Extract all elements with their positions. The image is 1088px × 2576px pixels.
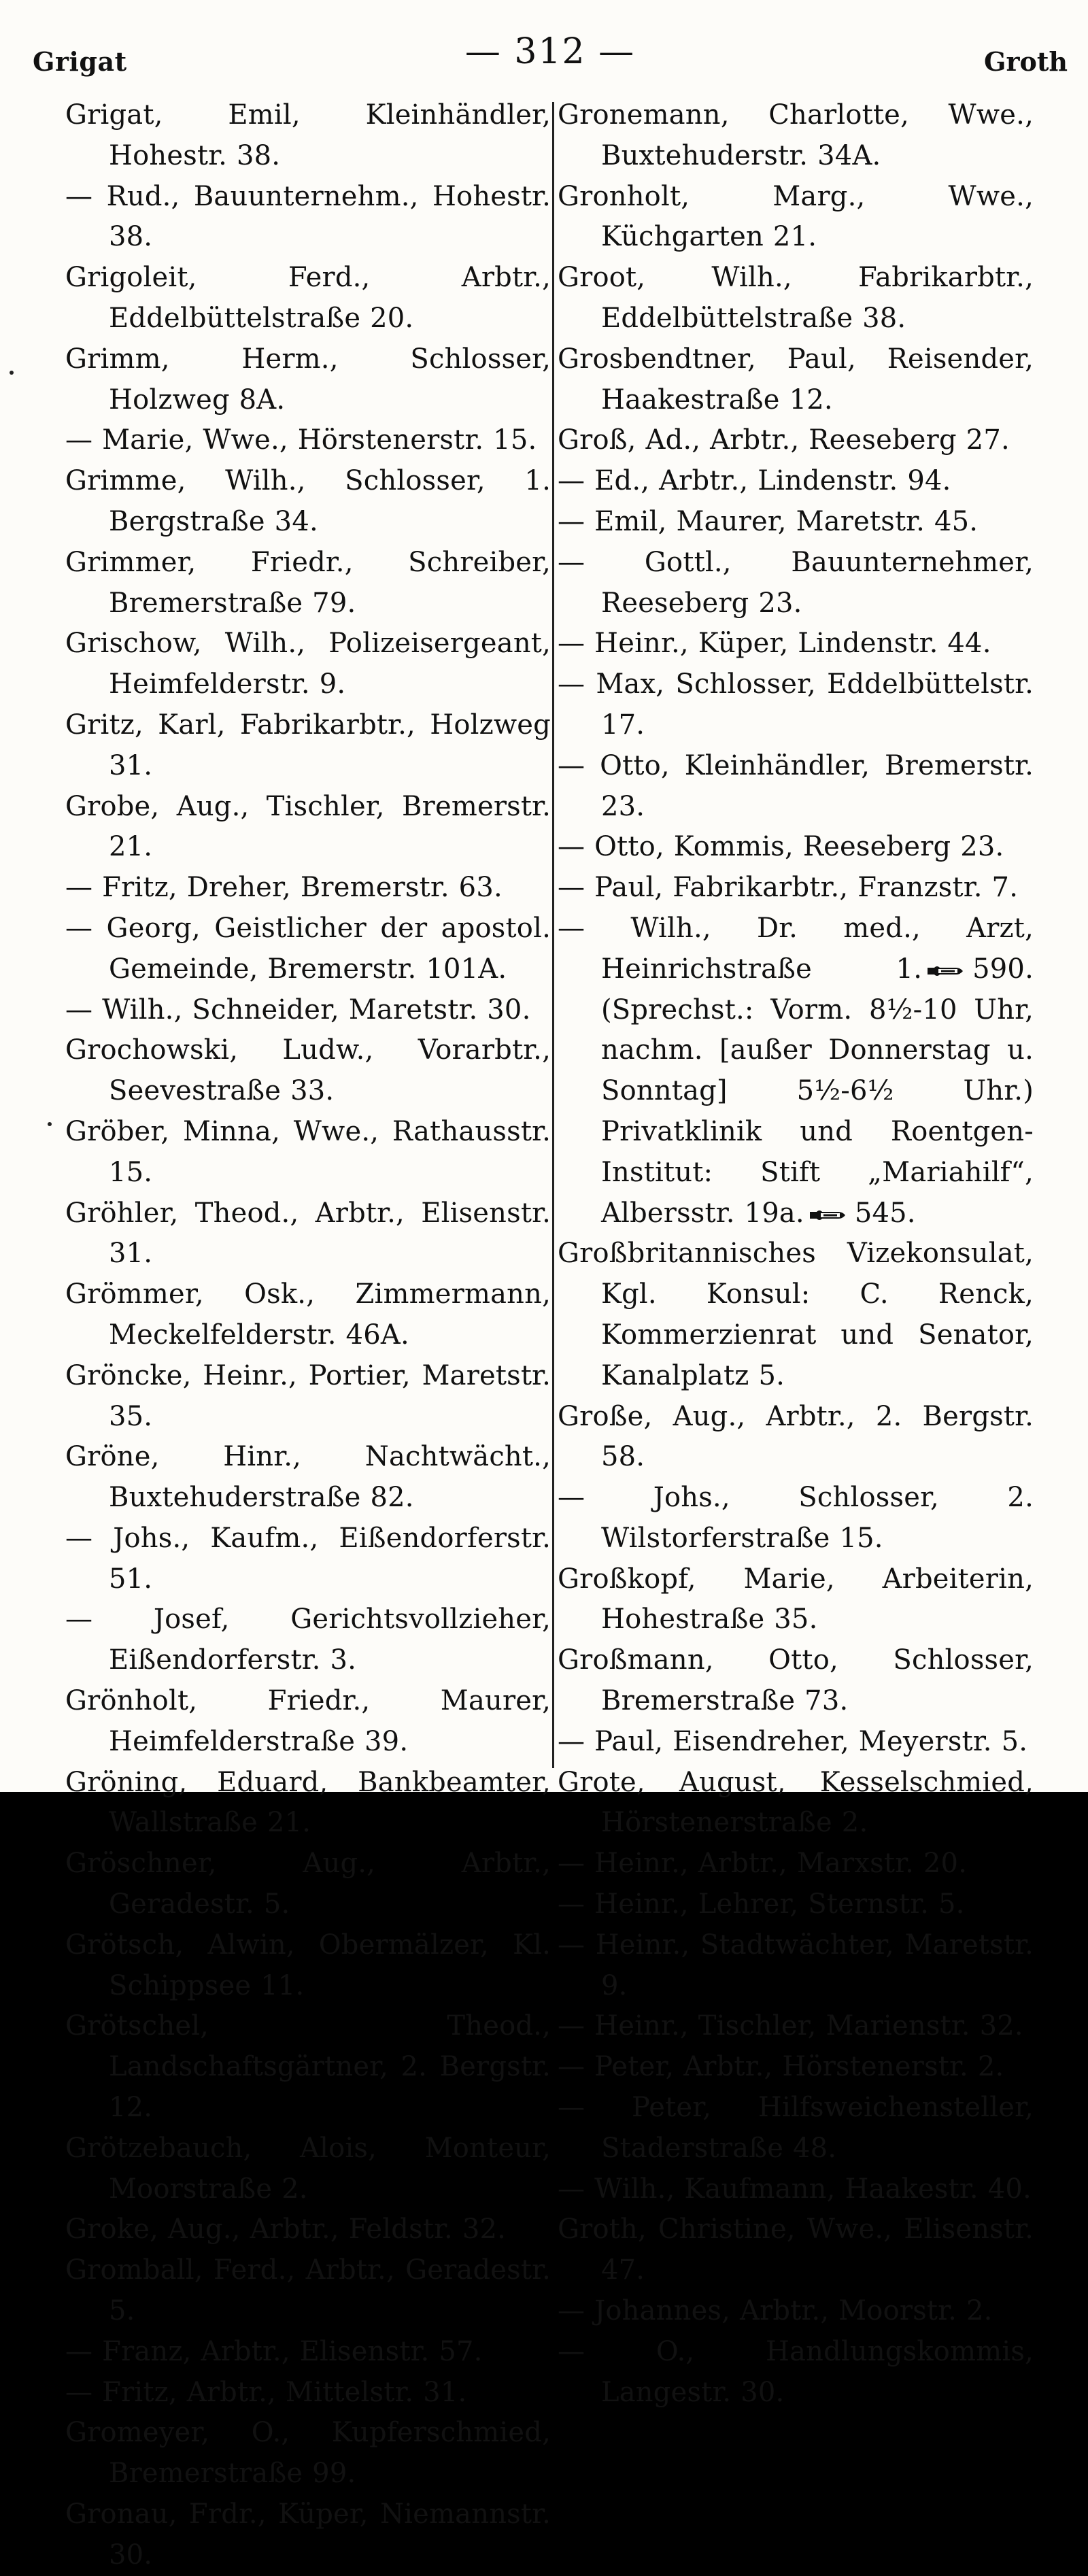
left-column bbox=[65, 95, 551, 2571]
directory-entry-with-phones bbox=[558, 909, 1034, 1234]
directory-entry: — Marie, Wwe., Hörstenerstr. 15. bbox=[65, 424, 537, 456]
directory-entry: — O., Handlungskommis, Langestr. 30. bbox=[558, 2335, 1034, 2408]
print-speck bbox=[10, 371, 14, 375]
directory-entry: Grote, August, Kesselschmied, Hörstenerstraße 2. bbox=[558, 1766, 1034, 1839]
directory-entry: — Franz, Arbtr., Elisenstr. 57. bbox=[65, 2335, 483, 2367]
directory-entry: Gröncke, Heinr., Portier, Maretstr. 35. bbox=[65, 1359, 551, 1432]
directory-entry: Grochowski, Ludw., Vorarbtr., Seevestraße 33. bbox=[65, 1034, 551, 1107]
directory-entry: — Paul, Fabrikarbtr., Franzstr. 7. bbox=[558, 872, 1019, 904]
directory-entry: Gromeyer, O., Kupferschmied, Bremerstraße 99. bbox=[65, 2417, 551, 2490]
directory-entry: Grosbendtner, Paul, Reisender, Haakestraße 12. bbox=[558, 343, 1034, 416]
directory-entry: Großmann, Otto, Schlosser, Bremerstraße 73. bbox=[558, 1644, 1034, 1717]
directory-entry: Groß, Ad., Arbtr., Reeseberg 27. bbox=[558, 424, 1010, 456]
directory-entry: — Wilh., Kaufmann, Haakestr. 40. bbox=[558, 2173, 1032, 2205]
phone-number: 545. bbox=[854, 1197, 916, 1229]
directory-entry: Gronau, Frdr., Küper, Niemannstr. 30. bbox=[65, 2498, 551, 2571]
telephone-icon bbox=[807, 1208, 851, 1223]
directory-entry: Groot, Wilh., Fabrikarbtr., Eddelbüttelstraße 38. bbox=[558, 262, 1034, 334]
directory-entry: Großbritannisches Vizekonsulat, Kgl. Konsul: C. Renck, Kommerzienrat und Senator, Kanalplatz 5. bbox=[558, 1238, 1034, 1391]
directory-entry: Gronemann, Charlotte, Wwe., Buxtehuderstr. 34A. bbox=[558, 99, 1034, 171]
directory-entry: Gritz, Karl, Fabrikarbtr., Holzweg 31. bbox=[65, 709, 551, 781]
directory-entry: Groth, Christine, Wwe., Elisenstr. 47. bbox=[558, 2214, 1034, 2286]
directory-entry: — Paul, Eisendreher, Meyerstr. 5. bbox=[558, 1725, 1028, 1757]
directory-entry: — Rud., Bauunternehm., Hohestr. 38. bbox=[65, 180, 551, 253]
print-speck bbox=[48, 1122, 52, 1126]
directory-entry: Gröne, Hinr., Nachtwächt., Buxtehuderstraße 82. bbox=[65, 1441, 551, 1514]
directory-entry: Grobe, Aug., Tischler, Bremerstr. 21. bbox=[65, 790, 551, 863]
directory-entry: Große, Aug., Arbtr., 2. Bergstr. 58. bbox=[558, 1400, 1034, 1473]
directory-entry: — Max, Schlosser, Eddelbüttelstr. 17. bbox=[558, 668, 1034, 741]
directory-entry: — Fritz, Arbtr., Mittelstr. 31. bbox=[65, 2376, 467, 2408]
directory-entry: — Otto, Kleinhändler, Bremerstr. 23. bbox=[558, 749, 1034, 822]
directory-entry: Gröning, Eduard, Bankbeamter, Wallstraße 21. bbox=[65, 1766, 551, 1839]
directory-entry: — Ed., Arbtr., Lindenstr. 94. bbox=[558, 465, 951, 497]
header-right-keyword: Groth bbox=[984, 46, 1068, 77]
directory-entry: — Otto, Kommis, Reeseberg 23. bbox=[558, 831, 1004, 863]
directory-entry: Grötzebauch, Alois, Monteur, Moorstraße 2. bbox=[65, 2132, 551, 2205]
column-divider bbox=[552, 102, 554, 1768]
directory-entry: — Heinr., Lehrer, Sternstr. 5. bbox=[558, 1888, 965, 1920]
header-left-keyword: Grigat bbox=[33, 46, 127, 77]
directory-entry: — Georg, Geistlicher der apostol. Gemeinde, Bremerstr. 101A. bbox=[65, 912, 551, 985]
directory-entry: — Wilh., Schneider, Maretstr. 30. bbox=[65, 994, 531, 1026]
directory-entry: Grötschel, Theod., Landschaftsgärtner, 2. Bergstr. 12. bbox=[65, 2010, 551, 2124]
entry-text: (Sprechst.: Vorm. 8½-10 Uhr, nachm. [außer Donnerstag u. Sonntag] 5½-6½ Uhr.) Privatklinik und Roentgen-Institut: Stift „Mariahilf“, Albersstr. 19a. bbox=[601, 994, 1034, 1229]
directory-entry: Groke, Aug., Arbtr., Feldstr. 32. bbox=[65, 2214, 507, 2245]
directory-entry: Grigoleit, Ferd., Arbtr., Eddelbüttelstraße 20. bbox=[65, 262, 551, 334]
telephone-icon bbox=[925, 964, 968, 979]
right-column bbox=[558, 95, 1034, 2408]
directory-entry: Großkopf, Marie, Arbeiterin, Hohestraße 35. bbox=[558, 1563, 1034, 1636]
directory-entry: — Heinr., Stadtwächter, Maretstr. 9. bbox=[558, 1929, 1034, 2001]
page-number: — 312 — bbox=[464, 31, 636, 72]
directory-entry: Grischow, Wilh., Polizeisergeant, Heimfelderstr. 9. bbox=[65, 628, 551, 700]
directory-entry: — Gottl., Bauunternehmer, Reeseberg 23. bbox=[558, 546, 1034, 619]
directory-entry: — Heinr., Arbtr., Marxstr. 20. bbox=[558, 1848, 968, 1880]
directory-entry: — Johannes, Arbtr., Moorstr. 2. bbox=[558, 2295, 993, 2327]
directory-entry: Grötsch, Alwin, Obermälzer, Kl. Schippsee 11. bbox=[65, 1929, 551, 2001]
directory-entry: — Johs., Kaufm., Eißendorferstr. 51. bbox=[65, 1522, 551, 1595]
directory-entry: Grimm, Herm., Schlosser, Holzweg 8A. bbox=[65, 343, 551, 416]
phone-number: 590. bbox=[972, 953, 1034, 985]
directory-entry: — Emil, Maurer, Maretstr. 45. bbox=[558, 505, 979, 537]
directory-entry: Grigat, Emil, Kleinhändler, Hohestr. 38. bbox=[65, 99, 551, 171]
directory-entry: Gronholt, Marg., Wwe., Küchgarten 21. bbox=[558, 180, 1034, 253]
directory-entry: Gromball, Ferd., Arbtr., Geradestr. 5. bbox=[65, 2254, 551, 2327]
directory-entry: — Peter, Hilfsweichensteller, Staderstraße 48. bbox=[558, 2092, 1034, 2164]
page-header bbox=[33, 27, 1068, 82]
directory-entry: Gröhler, Theod., Arbtr., Elisenstr. 31. bbox=[65, 1197, 551, 1270]
directory-entry: Gröber, Minna, Wwe., Rathausstr. 15. bbox=[65, 1115, 551, 1188]
directory-entry: — Fritz, Dreher, Bremerstr. 63. bbox=[65, 872, 503, 904]
directory-entry: — Josef, Gerichtsvollzieher, Eißendorferstr. 3. bbox=[65, 1604, 551, 1676]
entry-text: — Wilh., Dr. med., Arzt, Heinrichstraße 1. bbox=[558, 912, 1034, 985]
directory-entry: — Johs., Schlosser, 2. Wilstorferstraße 15. bbox=[558, 1482, 1034, 1554]
directory-entry: Grimmer, Friedr., Schreiber, Bremerstraße 79. bbox=[65, 546, 551, 619]
directory-entry: — Heinr., Küper, Lindenstr. 44. bbox=[558, 628, 991, 660]
directory-entry: — Heinr., Tischler, Marienstr. 32. bbox=[558, 2010, 1023, 2042]
directory-entry: Grönholt, Friedr., Maurer, Heimfelderstraße 39. bbox=[65, 1685, 551, 1757]
directory-entry: Gröschner, Aug., Arbtr., Geradestr. 5. bbox=[65, 1848, 551, 1920]
directory-entry: — Peter, Arbtr., Hörstenerstr. 2. bbox=[558, 2051, 1004, 2083]
directory-entry: Grimme, Wilh., Schlosser, 1. Bergstraße 34. bbox=[65, 465, 551, 537]
directory-entry: Grömmer, Osk., Zimmermann, Meckelfelderstr. 46A. bbox=[65, 1278, 551, 1351]
